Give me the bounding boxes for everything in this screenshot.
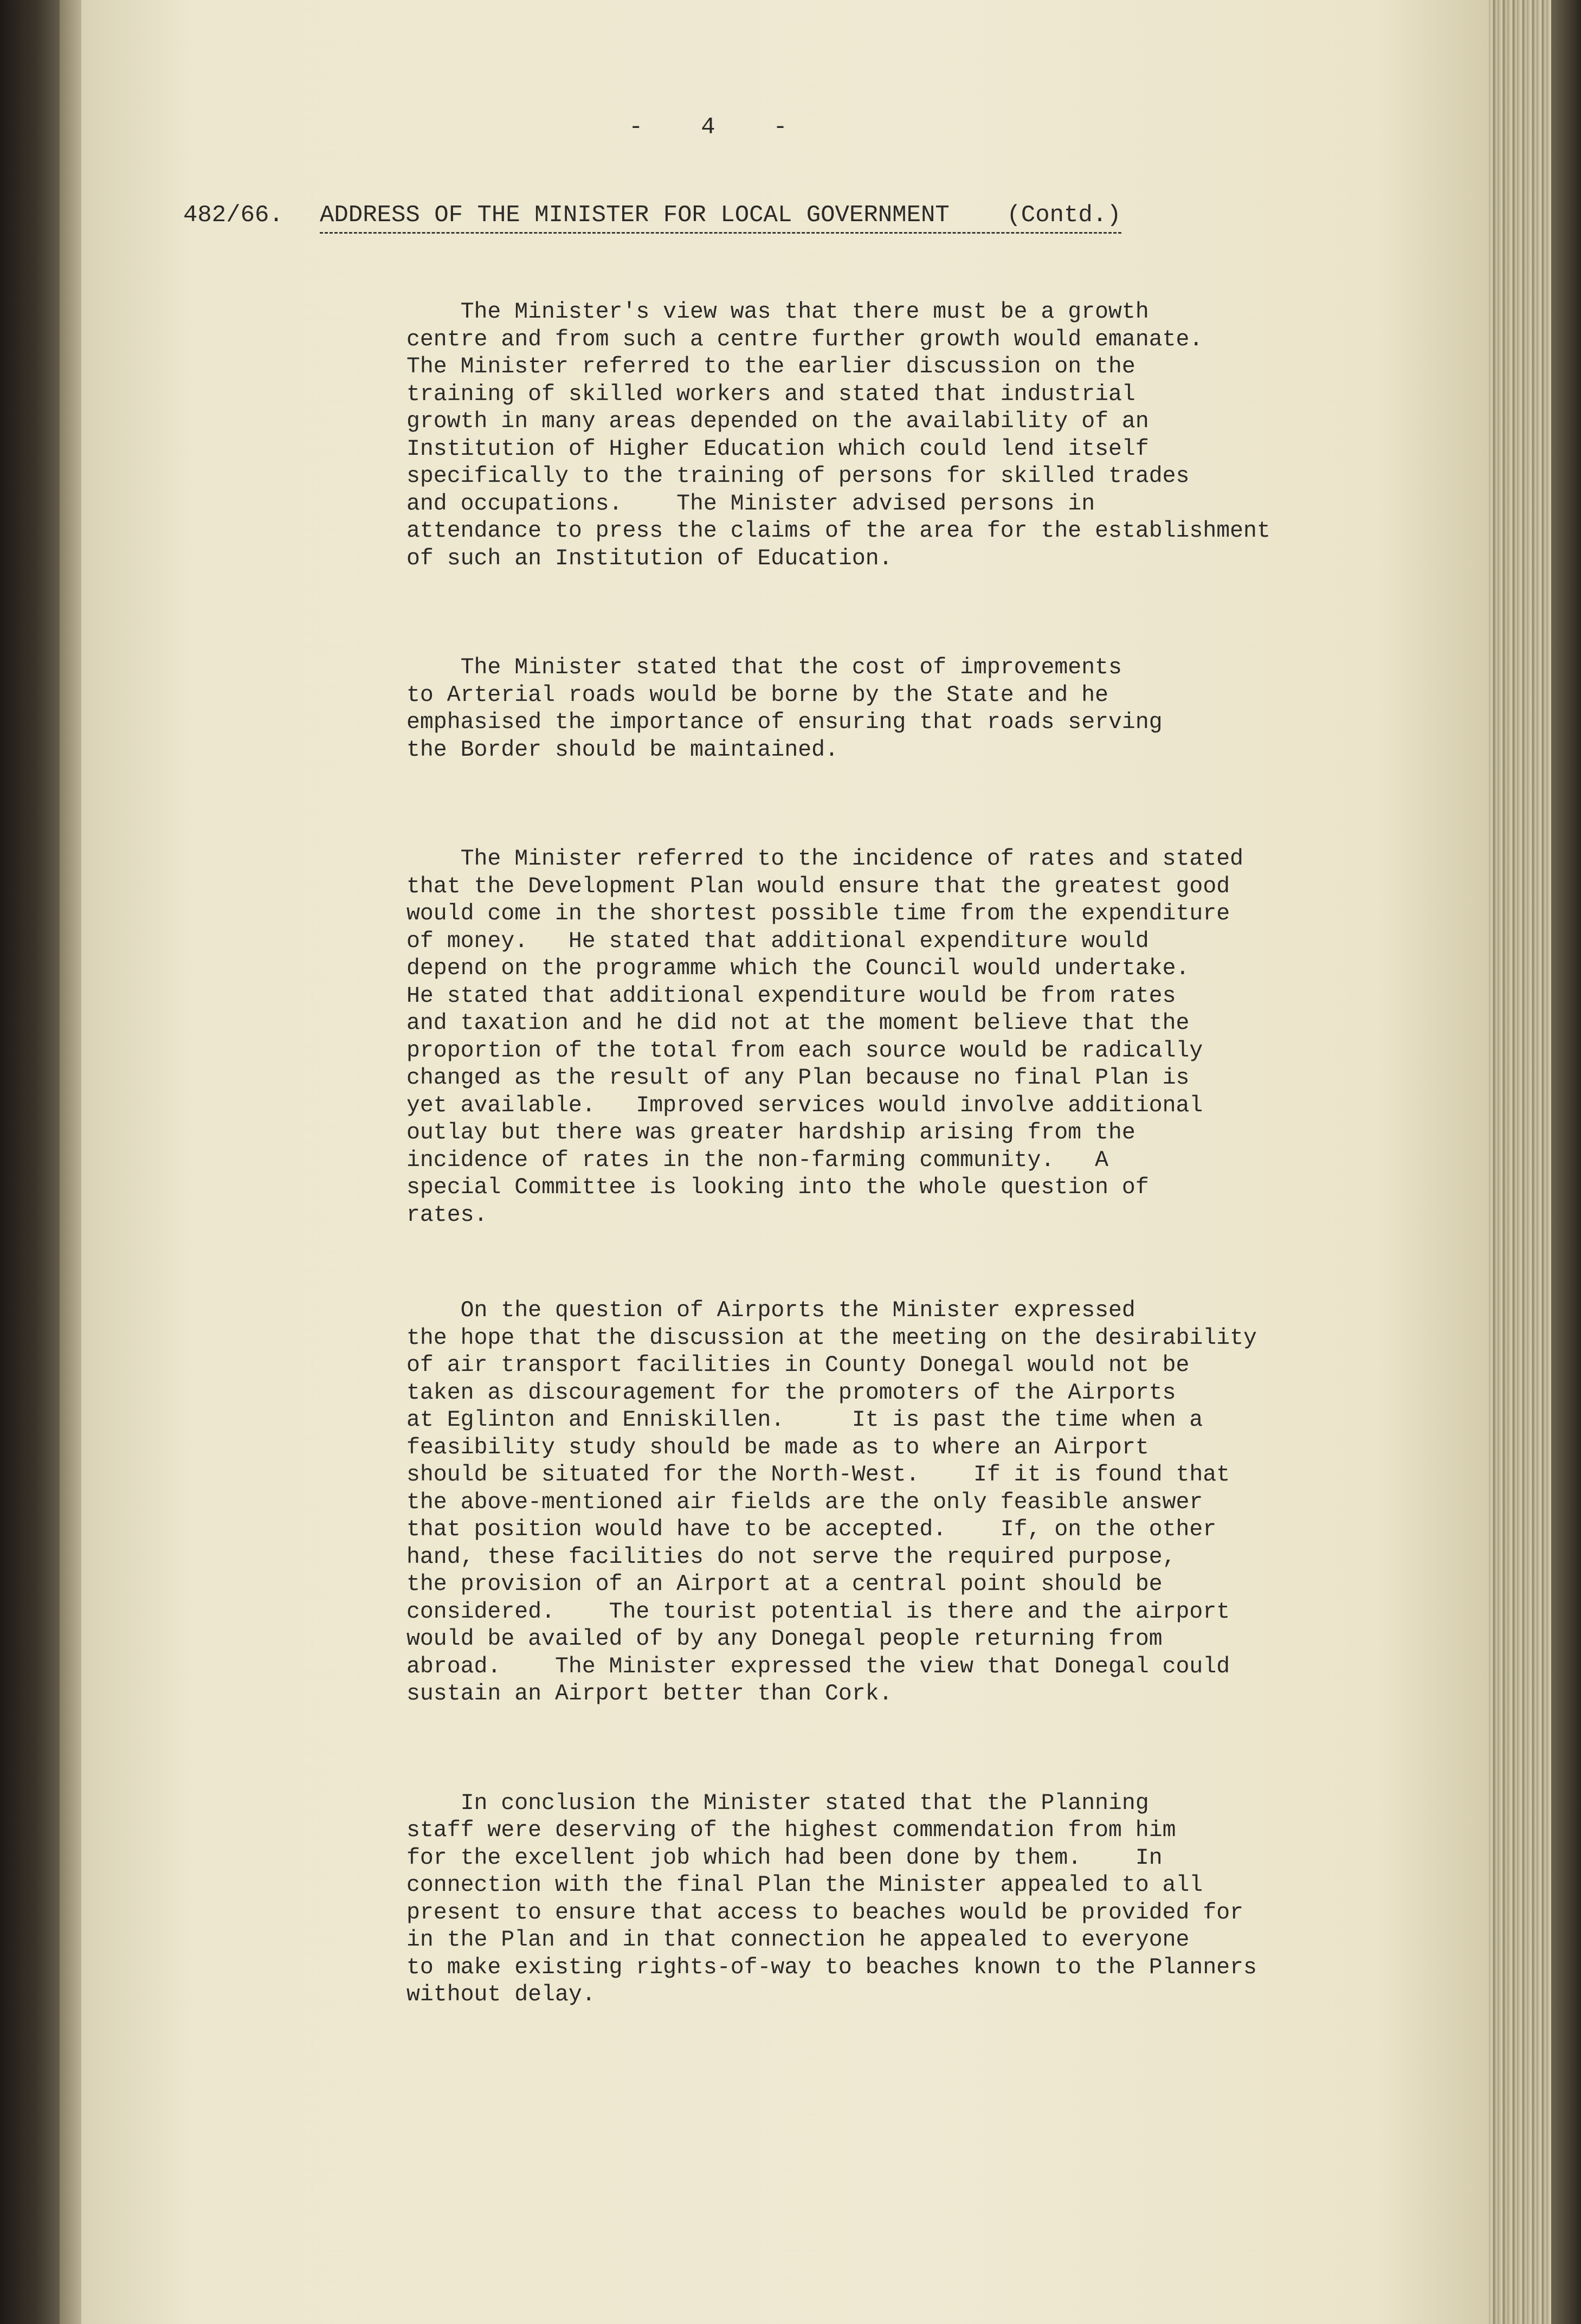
paragraph-conclusion: In conclusion the Minister stated that the Planning staff were deserving of the highest commendation from him for the excellent job which had been done by them. In connection with the final Plan the Minister appealed to all present to ensure that access to beaches would be provided for in the Plan and in that connection he appealed to everyone to make existing rights-of-way to beaches known to the Planners without delay.: [406, 1790, 1257, 2007]
body-text: [406, 244, 1382, 2091]
document-page: [81, 0, 1490, 2324]
section-heading: ADDRESS OF THE MINISTER FOR LOCAL GOVERNMENT (Contd.): [320, 202, 1121, 234]
paragraph-rates: The Minister referred to the incidence of rates and stated that the Development Plan would ensure that the greatest good would come in the shortest possible time from the expenditure of money. He stated that additional expenditure would depend on the programme which the Council would undertake. He stated that additional expenditure would be from rates and taxation and he did not at the moment believe that the proportion of the total from each source would be radically changed as the result of any Plan because no final Plan is yet available. Improved services would involve additional outlay but there was greater hardship arising from the incidence of rates in the non-farming community. A special Committee is looking into the whole question of rates.: [406, 846, 1244, 1228]
book-cover-edge: [1551, 0, 1581, 2324]
page-number: - 4 -: [629, 114, 797, 141]
minute-reference: 482/66.: [183, 202, 283, 229]
paragraph-growth-centre: The Minister's view was that there must be a growth centre and from such a centre further growth would emanate. The Minister referred to the earlier discussion on the training of skilled workers and stated that industrial growth in many areas depended on the availability of an Institution of Higher Education which could lend itself specifically to the training of persons for skilled trades and occupations. The Minister advised persons in attendance to press the claims of the area for the establishment of such an Institution of Education.: [406, 299, 1270, 571]
paragraph-arterial-roads: The Minister stated that the cost of improvements to Arterial roads would be borne by the State and he emphasised the importance of ensuring that roads serving the Border should be maintained.: [406, 655, 1163, 763]
paragraph-airports: On the question of Airports the Minister expressed the hope that the discussion at the meeting on the desirability of air transport facilities in County Donegal would not be taken as discouragement for the promoters of the Airports at Eglinton and Enniskillen. It is past the time when a feasibility study should be made as to where an Airport should be situated for the North-West. If it is found that the above-mentioned air fields are the only feasible answer that position would have to be accepted. If, on the other hand, these facilities do not serve the required purpose, the provision of an Airport at a central point should be considered. The tourist potential is there and the airport would be availed of by any Donegal people returning from abroad. The Minister expressed the view that Donegal could sustain an Airport better than Cork.: [406, 1298, 1257, 1707]
